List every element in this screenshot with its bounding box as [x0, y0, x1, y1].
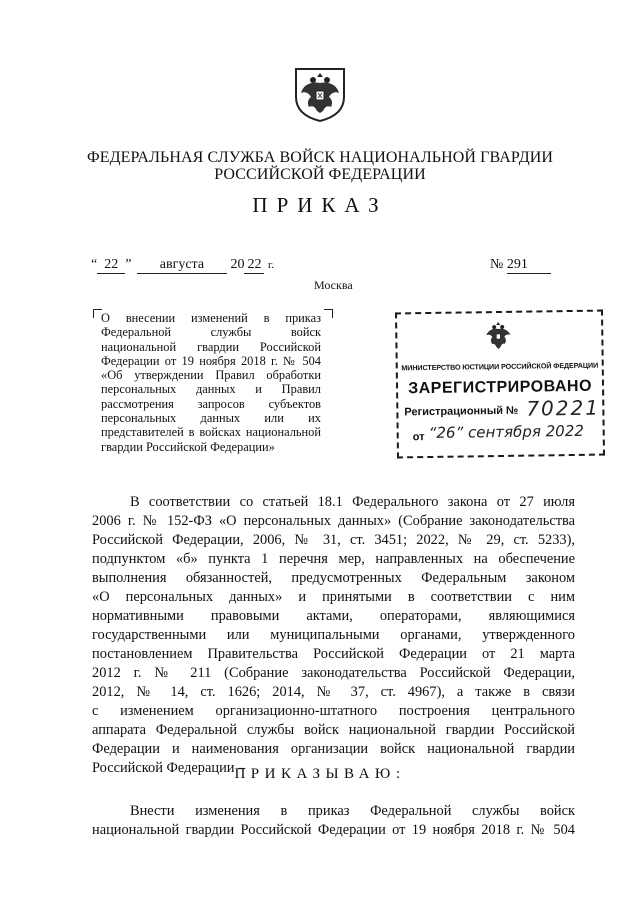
paragraph-line: Внести изменения в приказ Федеральной службы войск: [130, 803, 575, 819]
order-subject: [101, 311, 321, 454]
paragraph-line: национальной гвардии Российской Федерации от 19 ноября 2018 г. № 504: [92, 822, 575, 838]
subject-line: персональных данных и Правил: [101, 382, 321, 397]
paragraph-line: Федерации и наименования организации войск национальной гвардии: [92, 741, 575, 757]
paragraph-line: 2006 г. № 152-ФЗ «О персональных данных» (Собрание законодательства: [92, 513, 575, 529]
stamp-date-label: от: [412, 431, 425, 444]
paragraph-line: нормативными правовыми актами, операторами, являющимися: [92, 608, 575, 624]
paragraph-line: постановлением Правительства Российской Федерации от 21 марта: [92, 646, 575, 662]
stamp-reg-number-label: Регистрационный №: [404, 404, 519, 419]
subject-line: Федерации от 19 ноября 2018 г. № 504: [101, 353, 321, 368]
paragraph-line: В соответствии со статьей 18.1 Федерального закона от 27 июля: [130, 494, 575, 510]
preamble-paragraph: [92, 493, 575, 778]
date-close-quote: ”: [125, 257, 132, 272]
order-number-value: 291: [507, 257, 551, 274]
city-name: Москва: [314, 278, 353, 292]
paragraph-line: 2012, № 14, ст. 1626; 2014, № 37, ст. 4967), а также в связи: [92, 684, 575, 700]
subject-line: рассмотрения запросов субъектов: [101, 396, 321, 411]
order-date: [91, 257, 274, 274]
order-paragraph: [92, 802, 575, 840]
subject-line: «Об утверждении Правил обработки: [101, 368, 321, 383]
date-year-suffix: 22: [244, 257, 264, 274]
order-number: [490, 257, 551, 274]
subject-line: О внесении изменений в приказ: [101, 311, 321, 325]
paragraph-line: с изменением организационно-штатного построения центрального: [92, 703, 575, 719]
subject-line: Федеральной службы войск: [101, 325, 321, 340]
stamp-emblem-icon: [483, 319, 513, 353]
stamp-ministry: МИНИСТЕРСТВО ЮСТИЦИИ РОССИЙСКОЙ ФЕДЕРАЦИИ: [401, 360, 599, 373]
paragraph-line: государственными или муниципальными органами, утвержденного: [92, 627, 575, 643]
coat-of-arms-emblem-icon: [291, 63, 349, 123]
subject-line: представителей в войсках национальной: [101, 425, 321, 440]
paragraph-line: Российской Федерации, 2006, № 31, ст. 3451; 2022, № 29, ст. 5233),: [92, 532, 575, 548]
organization-name-line-2: РОССИЙСКОЙ ФЕДЕРАЦИИ: [214, 166, 426, 183]
subject-line: национальной гвардии Российской: [101, 339, 321, 354]
paragraph-line: аппарата Федеральной службы войск национальной гвардии Российской: [92, 722, 575, 738]
stamp-registered: ЗАРЕГИСТРИРОВАНО: [408, 377, 593, 398]
document-type-title: ПРИКАЗ: [252, 193, 388, 217]
paragraph-line: подпунктом «б» пункта 1 перечня мер, направленных на обеспечение: [92, 551, 575, 567]
subject-line: гвардии Российской Федерации»: [101, 439, 275, 454]
order-number-prefix: №: [490, 257, 504, 272]
paragraph-line: 2012 г. № 211 (Собрание законодательства Российской Федерации,: [92, 665, 575, 681]
organization-name-line-1: ФЕДЕРАЛЬНАЯ СЛУЖБА ВОЙСК НАЦИОНАЛЬНОЙ ГВАРДИИ: [86, 149, 554, 166]
registration-stamp: [395, 310, 605, 459]
paragraph-line: «О персональных данных» и принятыми в соответствии с ним: [92, 589, 575, 605]
date-month: августа: [137, 257, 227, 274]
date-year-prefix: 20: [230, 257, 245, 272]
paragraph-line: выполнения обязанностей, предусмотренных Федеральным законом: [92, 570, 575, 586]
paragraph-line: Российской Федерации –: [92, 760, 246, 776]
subject-corner-right: [324, 309, 333, 318]
date-year-abbr: г.: [267, 259, 274, 271]
date-open-quote: “: [91, 257, 98, 272]
subject-line: персональных данных или их: [101, 411, 321, 426]
date-day: 22: [97, 257, 125, 274]
stamp-reg-number: 70221: [526, 395, 601, 421]
order-verb-heading: ПРИКАЗЫВАЮ:: [234, 766, 406, 782]
stamp-date-value: “26” сентября 2022: [428, 421, 584, 442]
